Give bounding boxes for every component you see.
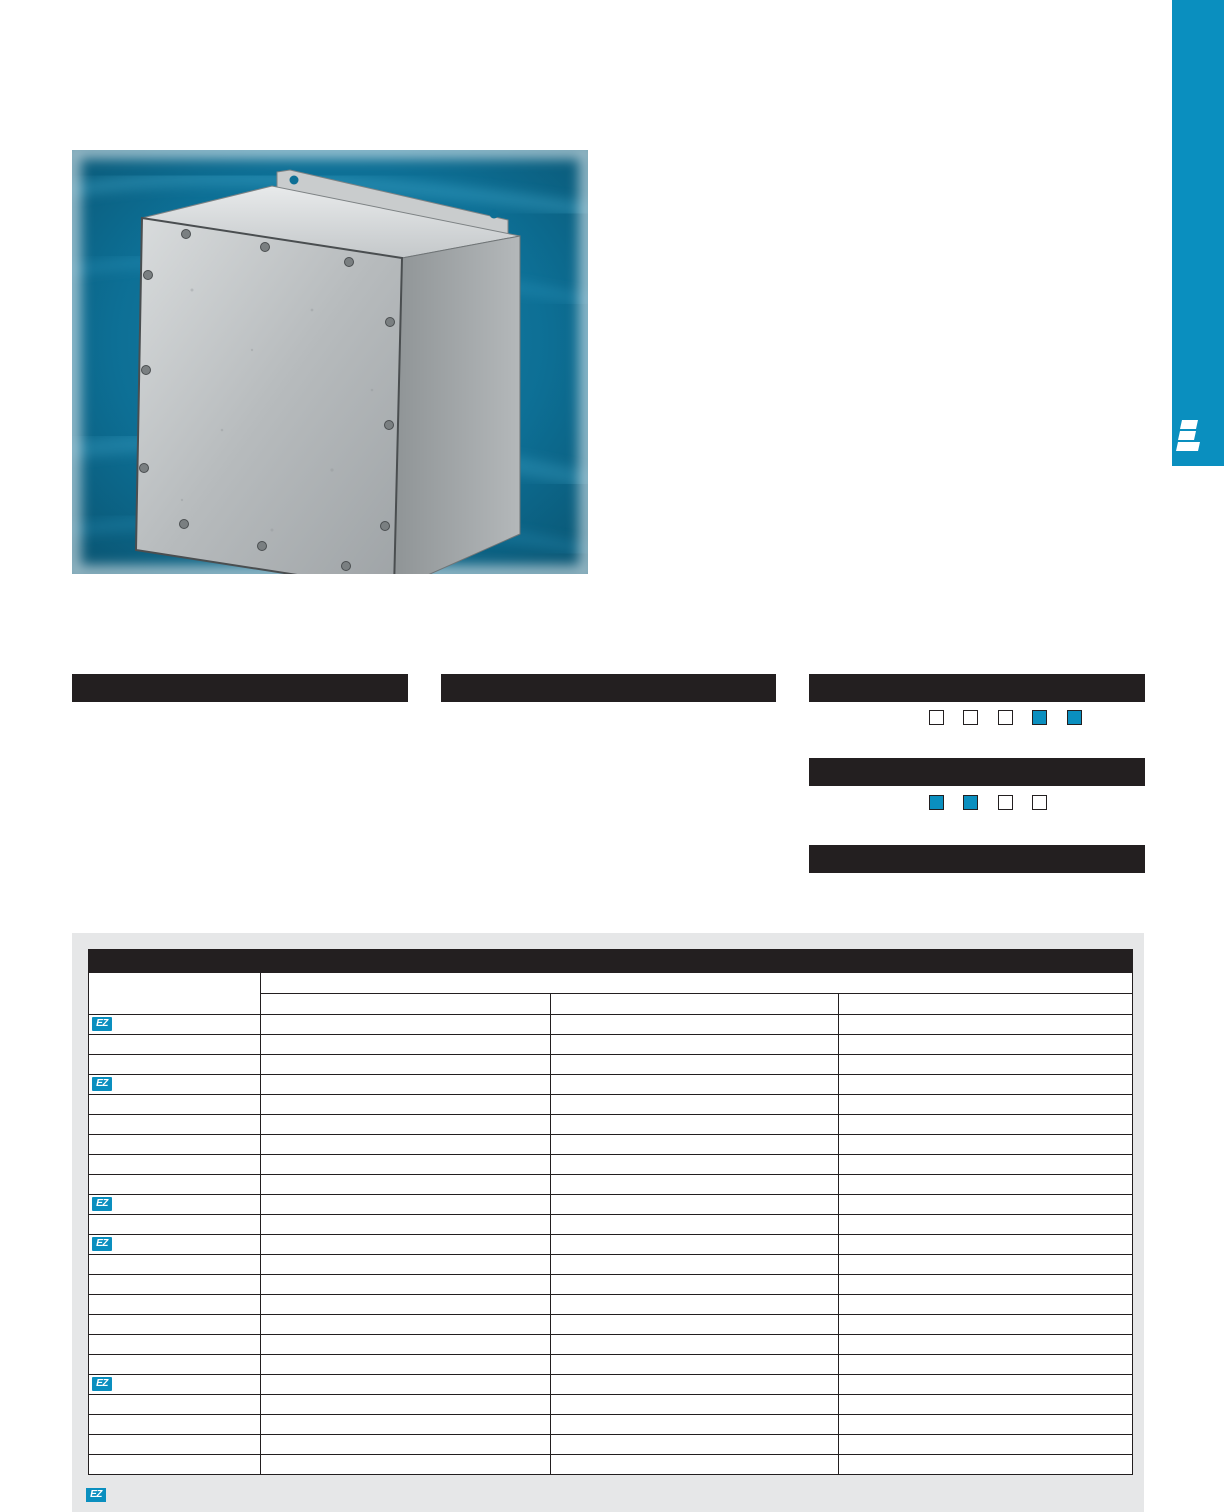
- table-cell: [89, 1055, 261, 1074]
- catalog-table-panel: [72, 933, 1144, 1512]
- rating-checkbox: [1032, 710, 1047, 725]
- table-cell: [89, 1115, 261, 1134]
- ez-badge: EZ: [92, 1017, 112, 1031]
- table-cell: [839, 1035, 1132, 1054]
- table-row: [89, 1135, 1132, 1155]
- table-row: [89, 1375, 1132, 1395]
- header-col-1: [261, 994, 551, 1014]
- table-cell: [551, 1135, 839, 1154]
- table-body: [89, 1015, 1132, 1474]
- table-row: [89, 1315, 1132, 1335]
- table-cell: [839, 1175, 1132, 1194]
- table-row: [89, 1455, 1132, 1474]
- section-tab-icon: [1176, 420, 1202, 452]
- table-cell: [89, 1455, 261, 1474]
- table-cell: [839, 1115, 1132, 1134]
- table-row: [89, 1115, 1132, 1135]
- table-cell: [261, 1235, 551, 1254]
- table-cell: [89, 1195, 261, 1214]
- table-cell: [89, 1355, 261, 1374]
- table-cell: [261, 1055, 551, 1074]
- table-cell: [89, 1435, 261, 1454]
- table-cell: [89, 1135, 261, 1154]
- table-cell: [551, 1395, 839, 1414]
- table-cell: [839, 1375, 1132, 1394]
- rating-checkbox: [963, 795, 978, 810]
- table-cell: [89, 1255, 261, 1274]
- table-cell: [551, 1215, 839, 1234]
- table-cell: [261, 1435, 551, 1454]
- table-cell: [551, 1055, 839, 1074]
- ez-badge: EZ: [92, 1237, 112, 1251]
- table-cell: [261, 1335, 551, 1354]
- table-cell: [261, 1015, 551, 1034]
- table-cell: [839, 1255, 1132, 1274]
- table-cell: [89, 1275, 261, 1294]
- table-cell: [839, 1355, 1132, 1374]
- rating-checkbox: [929, 795, 944, 810]
- section-header-right-1: [809, 674, 1145, 702]
- table-cell: [261, 1035, 551, 1054]
- header-col-3: [839, 994, 1132, 1014]
- table-cell: [551, 1415, 839, 1434]
- table-row: [89, 1155, 1132, 1175]
- table-cell: [89, 1075, 261, 1094]
- table-cell: [839, 1275, 1132, 1294]
- table-cell: [551, 1115, 839, 1134]
- table-row: [89, 1055, 1132, 1075]
- header-col-2: [551, 994, 839, 1014]
- table-cell: [551, 1335, 839, 1354]
- table-row: [89, 1255, 1132, 1275]
- table-cell: [261, 1395, 551, 1414]
- table-row: [89, 1195, 1132, 1215]
- rating-checkbox: [929, 710, 944, 725]
- table-cell: [839, 1135, 1132, 1154]
- table-cell: [261, 1355, 551, 1374]
- table-cell: [89, 1395, 261, 1414]
- table-cell: [261, 1315, 551, 1334]
- table-cell: [551, 1175, 839, 1194]
- table-cell: [551, 1315, 839, 1334]
- table-cell: [551, 1235, 839, 1254]
- product-photo: [72, 150, 588, 574]
- table-cell: [261, 1075, 551, 1094]
- table-cell: [839, 1315, 1132, 1334]
- table-cell: [89, 1335, 261, 1354]
- ez-badge: EZ: [92, 1197, 112, 1211]
- table-cell: [551, 1375, 839, 1394]
- table-row: [89, 1335, 1132, 1355]
- table-row: [89, 1035, 1132, 1055]
- table-cell: [261, 1375, 551, 1394]
- table-cell: [261, 1175, 551, 1194]
- table-row: [89, 1295, 1132, 1315]
- table-cell: [261, 1215, 551, 1234]
- table-cell: [839, 1195, 1132, 1214]
- table-cell: [89, 1375, 261, 1394]
- header-group: [261, 973, 1132, 994]
- table-cell: [261, 1115, 551, 1134]
- table-cell: [551, 1455, 839, 1474]
- table-cell: [261, 1135, 551, 1154]
- table-row: [89, 1355, 1132, 1375]
- rating-checkbox: [998, 795, 1013, 810]
- table-row: [89, 1215, 1132, 1235]
- table-row: [89, 1075, 1132, 1095]
- table-cell: [89, 1315, 261, 1334]
- table-cell: [261, 1155, 551, 1174]
- table-cell: [89, 1175, 261, 1194]
- table-cell: [839, 1015, 1132, 1034]
- table-cell: [89, 1095, 261, 1114]
- table-cell: [261, 1095, 551, 1114]
- table-cell: [551, 1295, 839, 1314]
- table-row: [89, 1415, 1132, 1435]
- table-cell: [89, 1415, 261, 1434]
- table-row: [89, 1395, 1132, 1415]
- table-cell: [261, 1415, 551, 1434]
- table-cell: [551, 1155, 839, 1174]
- ez-badge: EZ: [92, 1377, 112, 1391]
- table-cell: [551, 1195, 839, 1214]
- table-cell: [839, 1455, 1132, 1474]
- rating-checkbox: [1032, 795, 1047, 810]
- table-cell: [551, 1355, 839, 1374]
- table-cell: [839, 1075, 1132, 1094]
- table-row: [89, 1235, 1132, 1255]
- table-cell: [839, 1055, 1132, 1074]
- table-cell: [89, 1035, 261, 1054]
- table-cell: [551, 1255, 839, 1274]
- table-cell: [551, 1015, 839, 1034]
- table-cell: [551, 1075, 839, 1094]
- table-cell: [839, 1155, 1132, 1174]
- table-cell: [89, 1295, 261, 1314]
- table-cell: [839, 1295, 1132, 1314]
- table-cell: [839, 1415, 1132, 1434]
- ez-badge: EZ: [92, 1077, 112, 1091]
- table-cell: [261, 1195, 551, 1214]
- section-header-middle: [441, 674, 776, 702]
- table-cell: [89, 1215, 261, 1234]
- table-cell: [261, 1455, 551, 1474]
- table-cell: [261, 1255, 551, 1274]
- header-catalog-number: [89, 973, 261, 1014]
- table-cell: [261, 1295, 551, 1314]
- section-header-right-2: [809, 758, 1145, 786]
- table-row: [89, 1275, 1132, 1295]
- rating-checkbox: [963, 710, 978, 725]
- table-cell: [839, 1215, 1132, 1234]
- table-cell: [839, 1095, 1132, 1114]
- table-title-bar: [89, 949, 1132, 973]
- table-cell: [551, 1435, 839, 1454]
- ez-legend-badge: EZ: [86, 1488, 106, 1502]
- table-cell: [839, 1235, 1132, 1254]
- table-cell: [551, 1275, 839, 1294]
- table-cell: [839, 1435, 1132, 1454]
- table-cell: [89, 1015, 261, 1034]
- table-row: [89, 1435, 1132, 1455]
- table-row: [89, 1015, 1132, 1035]
- table-cell: [89, 1155, 261, 1174]
- table-cell: [551, 1035, 839, 1054]
- table-cell: [839, 1395, 1132, 1414]
- table-cell: [839, 1335, 1132, 1354]
- table-row: [89, 1175, 1132, 1195]
- section-side-tab: [1172, 0, 1224, 466]
- rating-checkbox: [998, 710, 1013, 725]
- table-cell: [551, 1095, 839, 1114]
- catalog-table: [88, 949, 1133, 1475]
- section-header-left: [72, 674, 408, 702]
- rating-checkbox: [1067, 710, 1082, 725]
- section-header-right-3: [809, 845, 1145, 873]
- table-cell: [89, 1235, 261, 1254]
- table-header: [89, 973, 1132, 1015]
- table-row: [89, 1095, 1132, 1115]
- table-cell: [261, 1275, 551, 1294]
